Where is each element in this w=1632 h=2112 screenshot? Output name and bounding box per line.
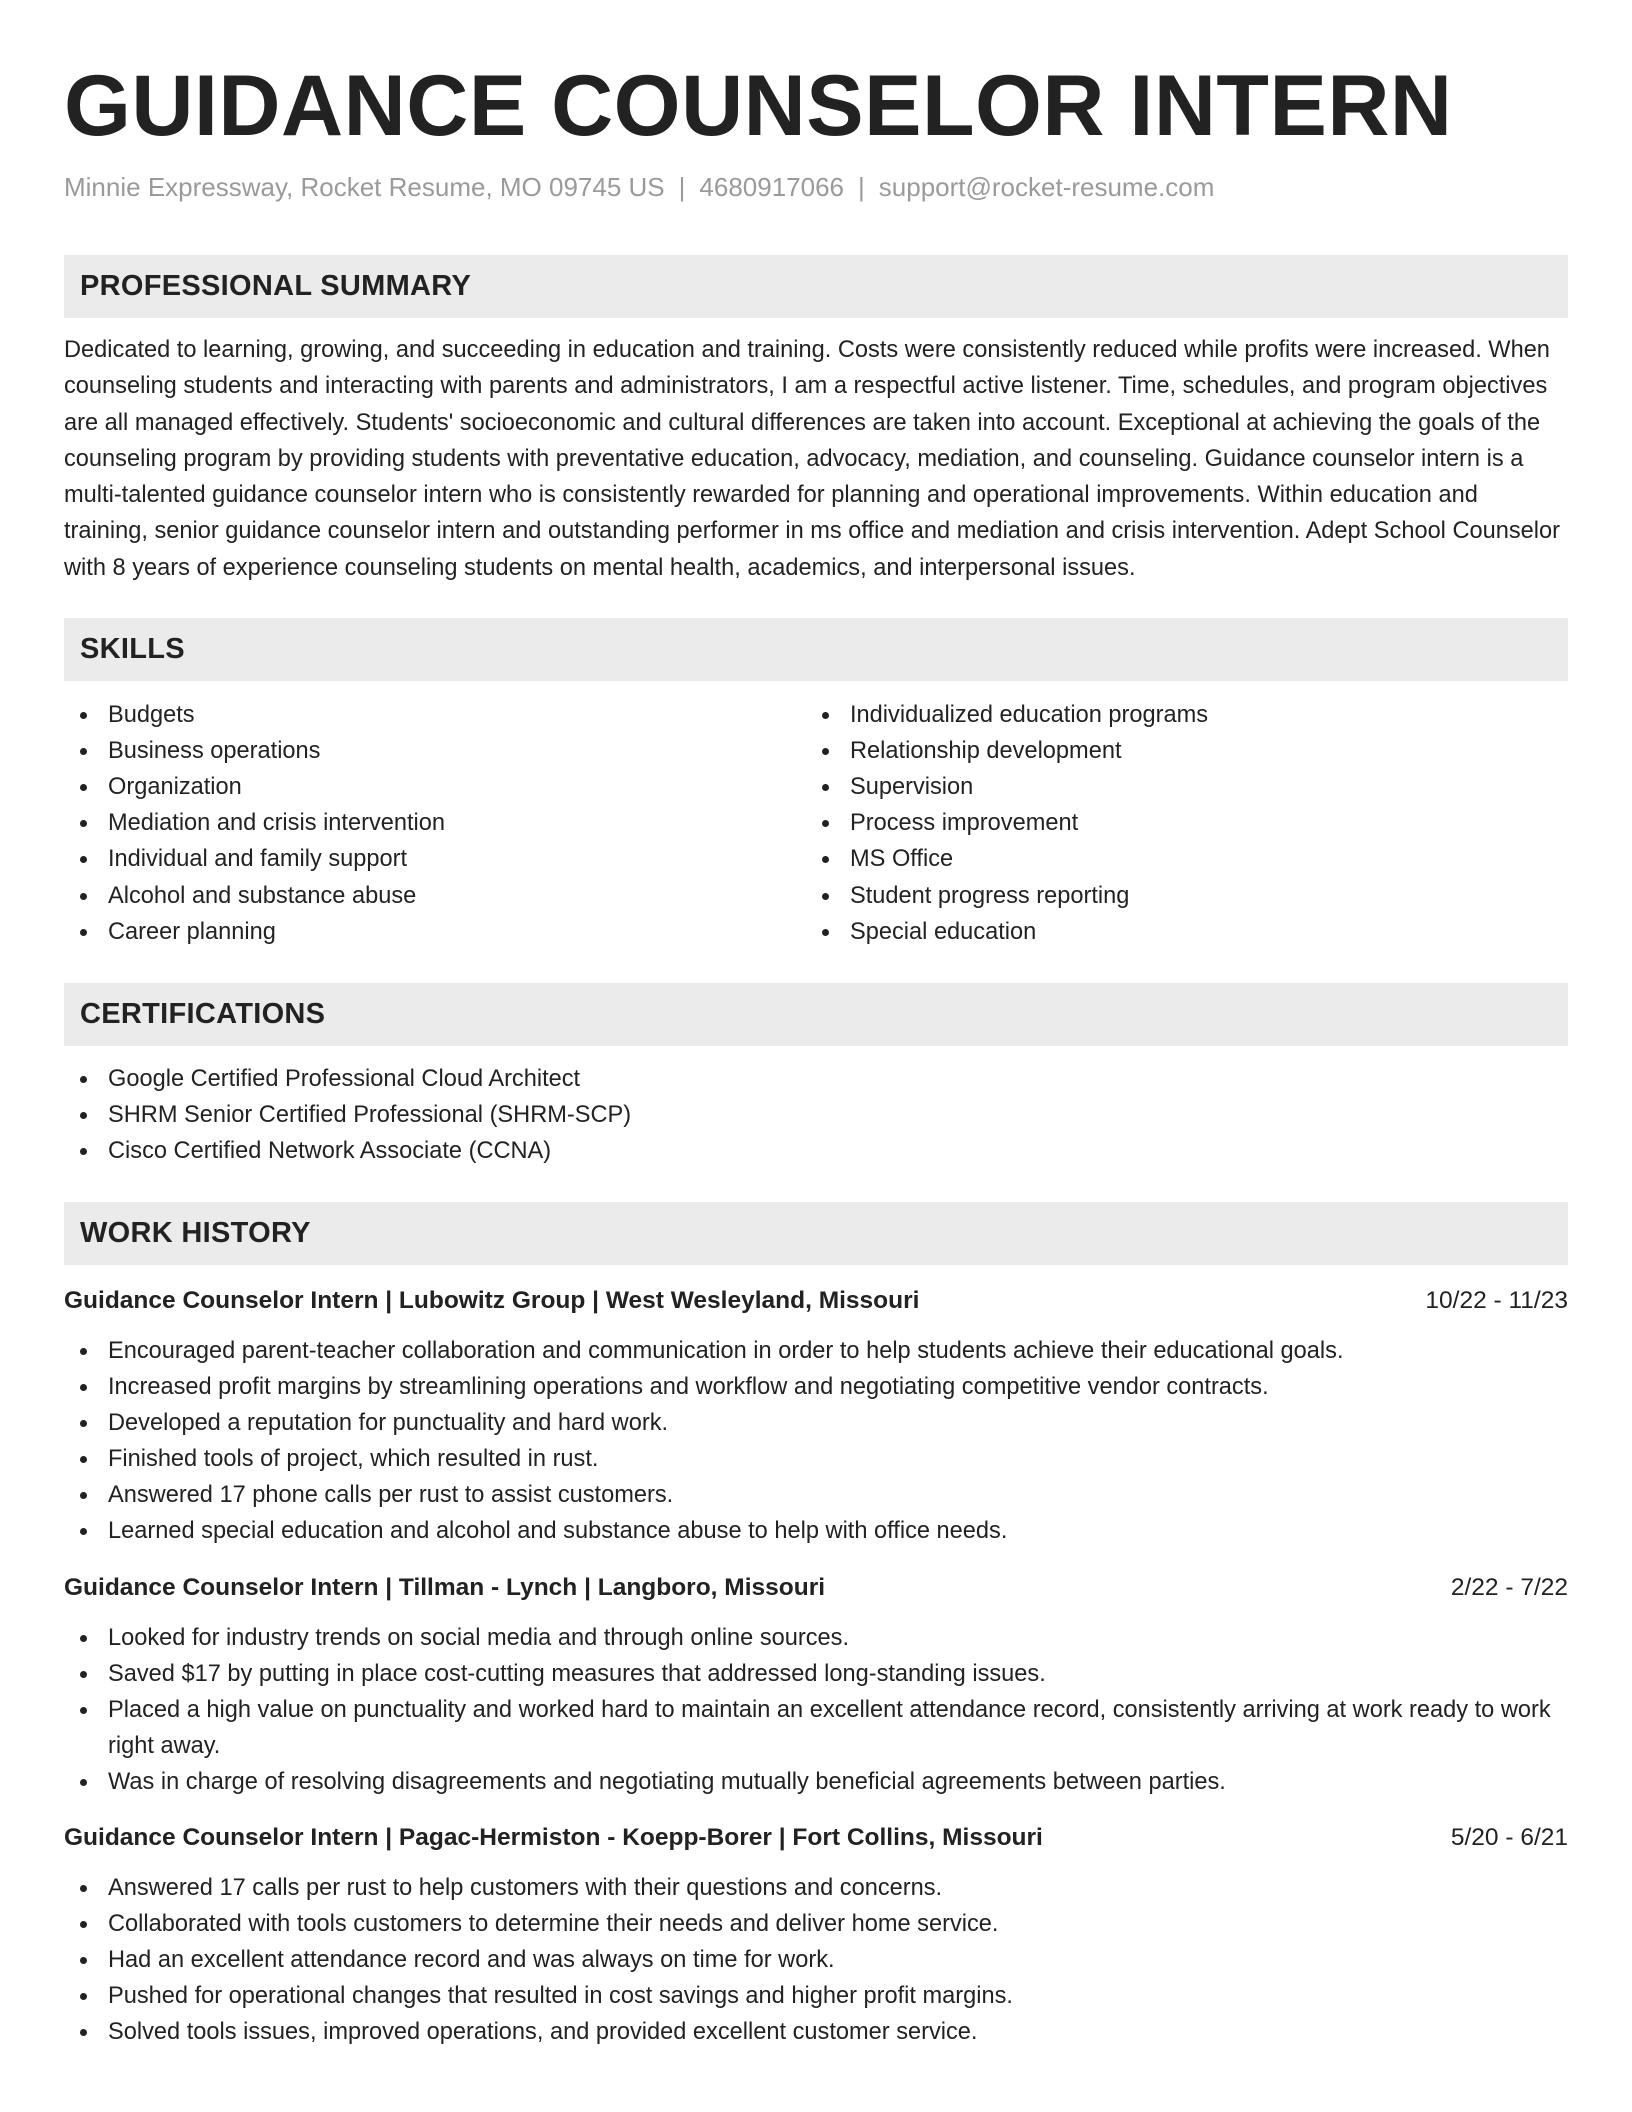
skill-item: Mediation and crisis intervention <box>64 805 806 841</box>
job-bullet: Answered 17 phone calls per rust to assist customers. <box>64 1477 1568 1513</box>
job-bullet-list <box>64 1620 1568 1800</box>
contact-line <box>64 170 1568 204</box>
job-header <box>64 1820 1568 1856</box>
contact-separator: | <box>678 172 686 202</box>
skills-section <box>64 618 1568 950</box>
contact-email: support@rocket-resume.com <box>878 172 1215 202</box>
skill-item: Individualized education programs <box>806 697 1548 733</box>
job-bullet: Pushed for operational changes that resulted in cost savings and higher profit margins. <box>64 1978 1568 2014</box>
section-heading-skills: SKILLS <box>64 618 1568 681</box>
section-heading-work-history: WORK HISTORY <box>64 1202 1568 1265</box>
section-heading-certifications: CERTIFICATIONS <box>64 983 1568 1046</box>
skills-column-left <box>64 697 806 950</box>
certification-item: Cisco Certified Network Associate (CCNA) <box>64 1133 1568 1169</box>
contact-separator: | <box>858 172 865 202</box>
job-header <box>64 1283 1568 1319</box>
job-bullet: Finished tools of project, which resulted in rust. <box>64 1441 1568 1477</box>
job-bullet: Increased profit margins by streamlining operations and workflow and negotiating competitive vendor contracts. <box>64 1369 1568 1405</box>
job-entry <box>64 1570 1568 1800</box>
summary-section <box>64 255 1568 586</box>
job-entry <box>64 1283 1568 1550</box>
certification-item: Google Certified Professional Cloud Architect <box>64 1061 1568 1097</box>
skill-item: MS Office <box>806 841 1548 877</box>
skill-item: Relationship development <box>806 733 1548 769</box>
job-title: Guidance Counselor Intern | Lubowitz Group | West Wesleyland, Missouri <box>64 1287 920 1315</box>
skill-item: Process improvement <box>806 805 1548 841</box>
resume-page <box>64 0 1568 2051</box>
skill-item: Alcohol and substance abuse <box>64 878 806 914</box>
skills-columns <box>64 697 1568 950</box>
job-bullet: Was in charge of resolving disagreements and negotiating mutually beneficial agreements between parties. <box>64 1764 1568 1800</box>
job-bullet: Had an excellent attendance record and was always on time for work. <box>64 1942 1568 1978</box>
job-bullet: Looked for industry trends on social media and through online sources. <box>64 1620 1568 1656</box>
job-bullet: Solved tools issues, improved operations, and provided excellent customer service. <box>64 2014 1568 2050</box>
job-dates: 5/20 - 6/21 <box>1450 1824 1568 1852</box>
skill-item: Individual and family support <box>64 841 806 877</box>
contact-phone: 4680917066 <box>699 172 845 202</box>
skill-item: Supervision <box>806 769 1548 805</box>
job-dates: 10/22 - 11/23 <box>1425 1287 1568 1315</box>
certification-item: SHRM Senior Certified Professional (SHRM-SCP) <box>64 1097 1568 1133</box>
job-bullet: Placed a high value on punctuality and worked hard to maintain an excellent attendance record, consistently arriving at work ready to work right away. <box>64 1692 1568 1764</box>
skill-item: Budgets <box>64 697 806 733</box>
skill-item: Student progress reporting <box>806 878 1548 914</box>
certifications-list <box>64 1061 1568 1169</box>
job-bullet: Developed a reputation for punctuality and hard work. <box>64 1405 1568 1441</box>
job-bullet-list <box>64 1870 1568 2050</box>
work-history-section <box>64 1202 1568 2051</box>
section-heading-summary: PROFESSIONAL SUMMARY <box>64 255 1568 318</box>
skill-item: Organization <box>64 769 806 805</box>
job-bullet: Collaborated with tools customers to determine their needs and deliver home service. <box>64 1906 1568 1942</box>
skills-list-left <box>64 697 806 950</box>
skill-item: Business operations <box>64 733 806 769</box>
summary-text: Dedicated to learning, growing, and succeeding in education and training. Costs were consistently reduced while profits were increased. When counseling students and interacting with parents and administrators, I am a respectful active listener. Time, schedules, and program objectives are all managed effectively. Students' socioeconomic and cultural differences are taken into account. Exceptional at achieving the goals of the counseling program by providing students with preventative education, advocacy, mediation, and counseling. Guidance counselor intern is a multi-talented guidance counselor intern who is consistently rewarded for planning and operational improvements. Within education and training, senior guidance counselor intern and outstanding performer in ms office and mediation and crisis intervention. Adept School Counselor with 8 years of experience counseling students on mental health, academics, and interpersonal issues. <box>64 337 1561 581</box>
skill-item: Career planning <box>64 914 806 950</box>
job-bullet-list <box>64 1333 1568 1550</box>
skills-list-right <box>806 697 1548 950</box>
job-title: Guidance Counselor Intern | Pagac-Hermiston - Koepp-Borer | Fort Collins, Missouri <box>64 1824 1043 1852</box>
job-bullet: Saved $17 by putting in place cost-cutting measures that addressed long-standing issues. <box>64 1656 1568 1692</box>
job-dates: 2/22 - 7/22 <box>1450 1573 1568 1601</box>
job-entry <box>64 1820 1568 2050</box>
certifications-section <box>64 983 1568 1169</box>
job-header <box>64 1570 1568 1606</box>
job-bullet: Answered 17 calls per rust to help customers with their questions and concerns. <box>64 1870 1568 1906</box>
resume-name: GUIDANCE COUNSELOR INTERN <box>64 58 1453 154</box>
contact-address: Minnie Expressway, Rocket Resume, MO 09745 US <box>64 172 665 202</box>
job-bullet: Learned special education and alcohol and substance abuse to help with office needs. <box>64 1513 1568 1549</box>
skill-item: Special education <box>806 914 1548 950</box>
job-bullet: Encouraged parent-teacher collaboration and communication in order to help students achieve their educational goals. <box>64 1333 1568 1369</box>
job-title: Guidance Counselor Intern | Tillman - Lynch | Langboro, Missouri <box>64 1573 826 1601</box>
skills-column-right <box>806 697 1548 950</box>
